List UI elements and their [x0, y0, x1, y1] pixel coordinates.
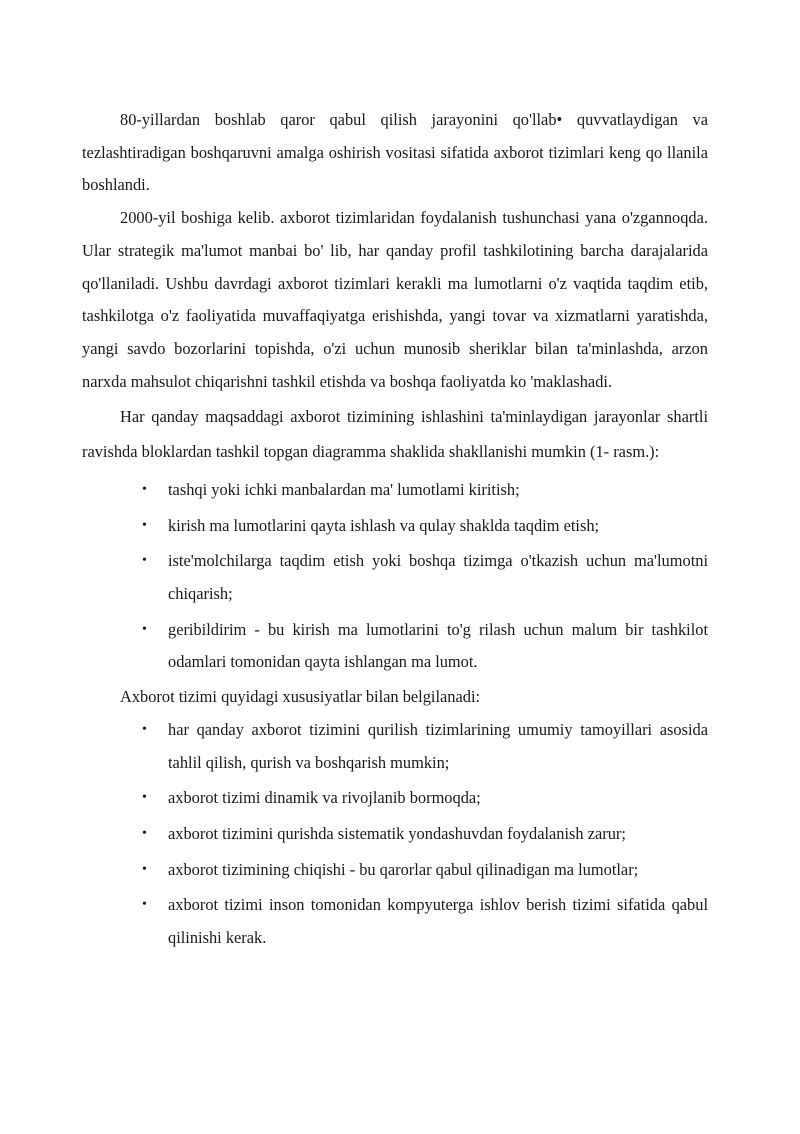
bullet-icon: •	[142, 897, 147, 913]
process-list	[82, 474, 708, 679]
bullet-icon: •	[142, 517, 147, 533]
list-item	[82, 714, 708, 779]
list-item	[82, 854, 708, 887]
list-item	[82, 614, 708, 679]
list-item-text: axborot tizimi inson tomonidan kompyuterga ishlov berish tizimi sifatida qabul qilinishi kerak.	[168, 895, 708, 948]
bullet-icon: •	[142, 481, 147, 497]
list-item-text: axborot tizimining chiqishi - bu qarorlar qabul qilinadigan ma lumotlar;	[168, 859, 639, 879]
bullet-icon: •	[142, 790, 147, 806]
list-item-text: har qanday axborot tizimini qurilish tizimlarining umumiy tamoyillari asosida tahlil qilish, qurish va boshqarish mumkin;	[168, 719, 708, 772]
paragraph-3: Har qanday maqsaddagi axborot tizimining ishlashini ta'minlaydigan jarayonlar shartli ravishda bloklardan tashkil topgan diagramma shaklida shakllanishi mumkin (1- rasm.):	[82, 407, 708, 461]
list-item-text: axborot tizimini qurishda sistematik yondashuvdan foydalanish zarur;	[168, 823, 626, 843]
paragraph-1: 80-yillardan boshlab qaror qabul qilish jarayonini qo'llab• quvvatlaydigan va tezlashtiradigan boshqaruvni amalga oshirish vositasi sifatida axborot tizimlari keng qo llanila boshlandi.	[82, 110, 708, 195]
bullet-icon: •	[142, 861, 147, 877]
bullet-icon: •	[142, 553, 147, 569]
bullet-icon: •	[142, 721, 147, 737]
properties-list	[82, 714, 708, 955]
list-item-text: kirish ma lumotlarini qayta ishlash va qulay shaklda taqdim etish;	[168, 515, 600, 535]
bullet-icon: •	[142, 621, 147, 637]
list-item	[82, 782, 708, 815]
list-item-text: tashqi yoki ichki manbalardan ma' lumotlami kiritish;	[168, 479, 520, 499]
list-item	[82, 818, 708, 851]
document-body	[82, 104, 708, 958]
list-item-text: geribildirim - bu kirish ma lumotlarini to'g rilash uchun malum bir tashkilot odamlari tomonidan qayta ishlangan ma lumot.	[168, 619, 708, 672]
list-item-text: iste'molchilarga taqdim etish yoki boshqa tizimga o'tkazish uchun ma'lumotni chiqarish;	[168, 551, 708, 604]
bullet-icon: •	[142, 825, 147, 841]
list-item	[82, 474, 708, 507]
paragraph-2: 2000-yil boshiga kelib. axborot tizimlaridan foydalanish tushunchasi yana o'zgannoqda. Ular strategik ma'lumot manbai bo' lib, har qanday profil tashkilotining barcha darajalarida qo'llaniladi. Ushbu davrdagi axborot tizimlari kerakli ma lumotlarni o'z vaqtida taqdim etib, tashkilotga o'z faoliyatida muvaffaqiyatga erishishda, yangi tovar va xizmatlarni yaratishda, yangi savdo bozorlarini topishda, o'zi uchun munosib sheriklar bilan ta'minlashda, arzon narxda mahsulot chiqarishni tashkil etishda va boshqa faoliyatda ko 'maklashadi.	[82, 208, 708, 391]
list-item	[82, 510, 708, 543]
list-item	[82, 545, 708, 610]
list-item	[82, 889, 708, 954]
list-item-text: axborot tizimi dinamik va rivojlanib bormoqda;	[168, 788, 481, 808]
paragraph-4: Axborot tizimi quyidagi xususiyatlar bilan belgilanadi:	[120, 687, 481, 707]
